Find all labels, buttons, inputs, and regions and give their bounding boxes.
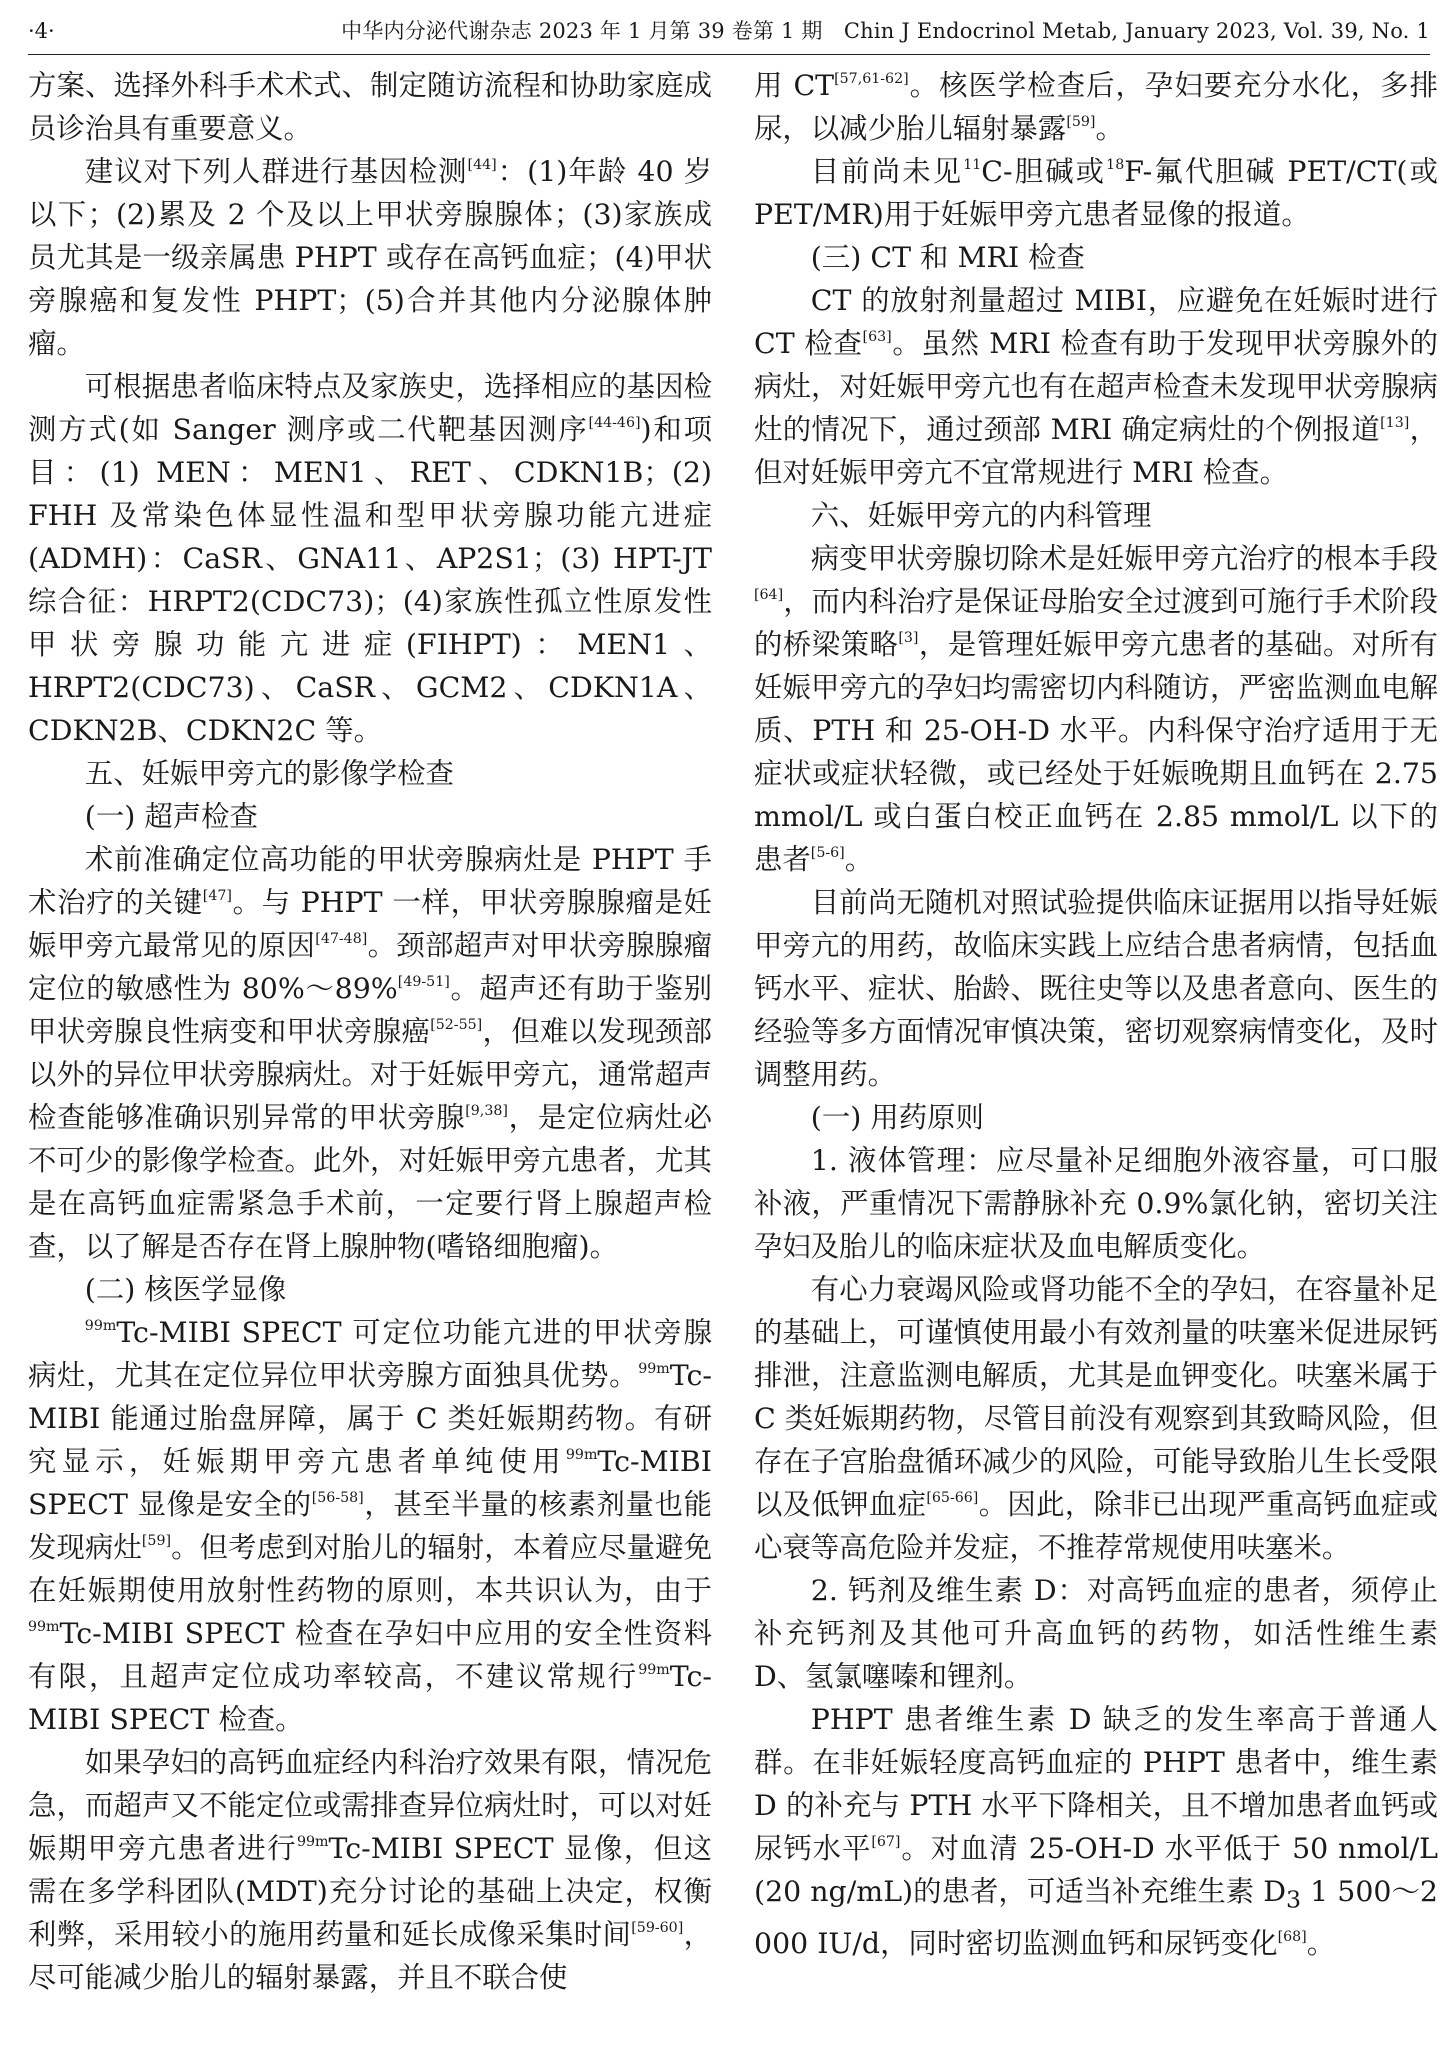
citation-superscript: [49-51] [397,973,450,990]
paragraph: 五、妊娠甲旁亢的影像学检查 [84,757,454,790]
citation-superscript: [64] [754,586,784,603]
citation-superscript: [65-66] [926,1489,979,1506]
citation-superscript: [67] [871,1833,901,1850]
citation-superscript: 99m [638,1661,670,1678]
citation-superscript: [56-58] [311,1489,364,1506]
citation-superscript: 11 [963,156,982,173]
paragraph: 有心力衰竭风险或肾功能不全的孕妇，在容量补足的基础上，可谨慎使用最小有效剂量的呋塞米促进尿钙排泄，注意监测电解质，尤其是血钾变化。呋塞米属于 C 类妊娠期药物，尽管目前没有观察到其致畸风险，但存在子宫胎盘循环减少的风险，可能导致胎儿生长受限以及低钾血症[65-66]。因此，除非已出现严重高钙血症或心衰等高危险并发症，不推荐常规使用呋塞米。 [754,1273,1438,1564]
citation-superscript: 99m [28,1618,60,1635]
paragraph: 目前尚无随机对照试验提供临床证据用以指导妊娠甲旁亢的用药，故临床实践上应结合患者病情，包括血钙水平、症状、胎龄、既往史等以及患者意向、医生的经验等多方面情况审慎决策，密切观察病情变化，及时调整用药。 [754,886,1438,1091]
paragraph: 建议对下列人群进行基因检测[44]：(1)年龄 40 岁以下；(2)累及 2 个及以上甲状旁腺腺体；(3)家族成员尤其是一级亲属患 PHPT 或存在高钙血症；(4)甲状旁腺癌和复发性 PHPT；(5)合并其他内分泌腺体肿瘤。 [28,155,712,360]
citation-superscript: 99m [565,1446,598,1463]
paragraph: 可根据患者临床特点及家族史，选择相应的基因检测方式(如 Sanger 测序或二代靶基因测序[44-46])和项目：(1) MEN：MEN1、RET、CDKN1B；(2) FHH 及常染色体显性温和型甲状旁腺功能亢进症(ADMH)：CaSR、GNA11、AP2S1；(3) HPT-JT 综合征：HRPT2(CDC73)；(4)家族性孤立性原发性甲状旁腺功能亢进症(FIHPT)：MEN1、HRPT2(CDC73)、CaSR、GCM2、CDKN1A、CDKN2B、CDKN2C 等。 [28,370,712,747]
paragraph: $^{99m}$Tc-MIBI SPECT 可定位功能亢进的甲状旁腺病灶，尤其在定位异位甲状旁腺方面独具优势。$^{99m}$Tc-MIBI 能通过胎盘屏障，属于 C 类妊娠期药物。有研究显示，妊娠期甲旁亢患者单纯使用$^{99m}$Tc-MIBI SPECT 显像是安全的[56-58]，甚至半量的核素剂量也能发现病灶[59]。但考虑到对胎儿的辐射，本着应尽量避免在妊娠期使用放射性药物的原则，本共识认为，由于$^{99m}$Tc-MIBI SPECT 检查在孕妇中应用的安全性资料有限，且超声定位成功率较高，不建议常规行$^{99m}$Tc-MIBI SPECT 检查。 [28,1316,712,1736]
journal-citation: 中华内分泌代谢杂志 2023 年 1 月第 39 卷第 1 期 Chin J Endocrinol Metab, January 2023, Vol. 39, No. 1 [341,19,1430,43]
citation-superscript: [44] [467,156,497,173]
citation-superscript: [59] [141,1532,172,1549]
paragraph: PHPT 患者维生素 D 缺乏的发生率高于普通人群。在非妊娠轻度高钙血症的 PHPT 患者中，维生素 D 的补充与 PTH 水平下降相关，且不增加患者血钙或尿钙水平[67]。对血清 25-OH-D 水平低于 50 nmol/L (20 ng/mL)的患者，可适当补充维生素 $D_3$ 1 500～2 000 IU/d，同时密切监测血钙和尿钙变化[68]。 [754,1703,1438,1960]
paragraph: 2. 钙剂及维生素 D：对高钙血症的患者，须停止补充钙剂及其他可升高血钙的药物，如活性维生素 D、氢氯噻嗪和锂剂。 [754,1574,1438,1693]
paragraph: (二) 核医学显像 [84,1273,287,1306]
paragraph: 如果孕妇的高钙血症经内科治疗效果有限，情况危急，而超声又不能定位或需排查异位病灶时，可以对妊娠期甲旁亢患者进行$^{99m}$Tc-MIBI SPECT 显像，但这需在多学科团队(MDT)充分讨论的基础上决定，权衡利弊，采用较小的施用药量和延长成像采集时间[59-60]，尽可能减少胎儿的辐射暴露，并且不联合使 [28,1746,712,1994]
citation-superscript: [59] [1066,113,1096,130]
paragraph: (一) 超声检查 [84,800,258,833]
paragraph: CT 的放射剂量超过 MIBI，应避免在妊娠时进行 CT 检查[63]。虽然 MRI 检查有助于发现甲状旁腺外的病灶，对妊娠甲旁亢也有在超声检查未发现甲状旁腺病灶的情况下，通过颈部 MRI 确定病灶的个例报道[13]，但对妊娠甲旁亢不宜常规进行 MRI 检查。 [754,284,1438,489]
page-number: ·4· [28,19,55,43]
citation-superscript: [9,38] [465,1102,508,1119]
subscript: 3 [1286,1885,1302,1914]
citation-superscript: [59-60] [631,1919,684,1936]
paragraph: 方案、选择外科手术术式、制定随访流程和协助家庭成员诊治具有重要意义。 [28,69,712,145]
citation-superscript: [63] [862,328,892,345]
citation-superscript: [47-48] [315,930,368,947]
paragraph: 1. 液体管理：应尽量补足细胞外液容量，可口服补液，严重情况下需静脉补充 0.9%氯化钠，密切关注孕妇及胎儿的临床症状及血电解质变化。 [754,1144,1438,1263]
citation-superscript: 99m [638,1360,670,1377]
paragraph: 术前准确定位高功能的甲状旁腺病灶是 PHPT 手术治疗的关键[47]。与 PHPT 一样，甲状旁腺腺瘤是妊娠甲旁亢最常见的原因[47-48]。颈部超声对甲状旁腺腺瘤定位的敏感性为 80%～89%[49-51]。超声还有助于鉴别甲状旁腺良性病变和甲状旁腺癌[52-55]，但难以发现颈部以外的异位甲状旁腺病灶。对于妊娠甲旁亢，通常超声检查能够准确识别异常的甲状旁腺[9,38]，是定位病灶必不可少的影像学检查。此外，对妊娠甲旁亢患者，尤其是在高钙血症需紧急手术前，一定要行肾上腺超声检查，以了解是否存在肾上腺肿物(嗜铬细胞瘤)。 [28,843,712,1263]
citation-superscript: [44-46] [588,414,641,431]
paragraph: 六、妊娠甲旁亢的内科管理 [810,499,1152,532]
citation-superscript: [5-6] [810,844,845,861]
citation-superscript: [52-55] [430,1016,483,1033]
citation-superscript: [13] [1380,414,1410,431]
paragraph: (一) 用药原则 [810,1101,984,1134]
citation-superscript: [57,61-62] [834,70,909,87]
citation-superscript: 18 [1106,156,1125,173]
paragraph: 目前尚未见$^{11}$C-胆碱或$^{18}$F-氟代胆碱 PET/CT(或 PET/MR)用于妊娠甲旁亢患者显像的报道。 [754,155,1438,231]
citation-superscript: [68] [1277,1928,1307,1945]
left-column [28,64,712,1999]
citation-superscript: 99m [296,1833,329,1850]
paragraph: 用 CT[57,61-62]。核医学检查后，孕妇要充分水化，多排尿，以减少胎儿辐射暴露[59]。 [754,69,1438,145]
right-column [754,64,1438,1965]
page-header [28,18,1430,55]
citation-superscript: 99m [84,1317,117,1334]
paragraph: 病变甲状旁腺切除术是妊娠甲旁亢治疗的根本手段[64]，而内科治疗是保证母胎安全过渡到可施行手术阶段的桥梁策略[3]，是管理妊娠甲旁亢患者的基础。对所有妊娠甲旁亢的孕妇均需密切内科随访，严密监测血电解质、PTH 和 25-OH-D 水平。内科保守治疗适用于无症状或症状轻微，或已经处于妊娠晚期且血钙在 2.75 mmol/L 或白蛋白校正血钙在 2.85 mmol/L 以下的患者[5-6]。 [754,542,1438,876]
paragraph: (三) CT 和 MRI 检查 [810,241,1085,274]
citation-superscript: [3] [898,629,919,646]
citation-superscript: [47] [202,887,232,904]
